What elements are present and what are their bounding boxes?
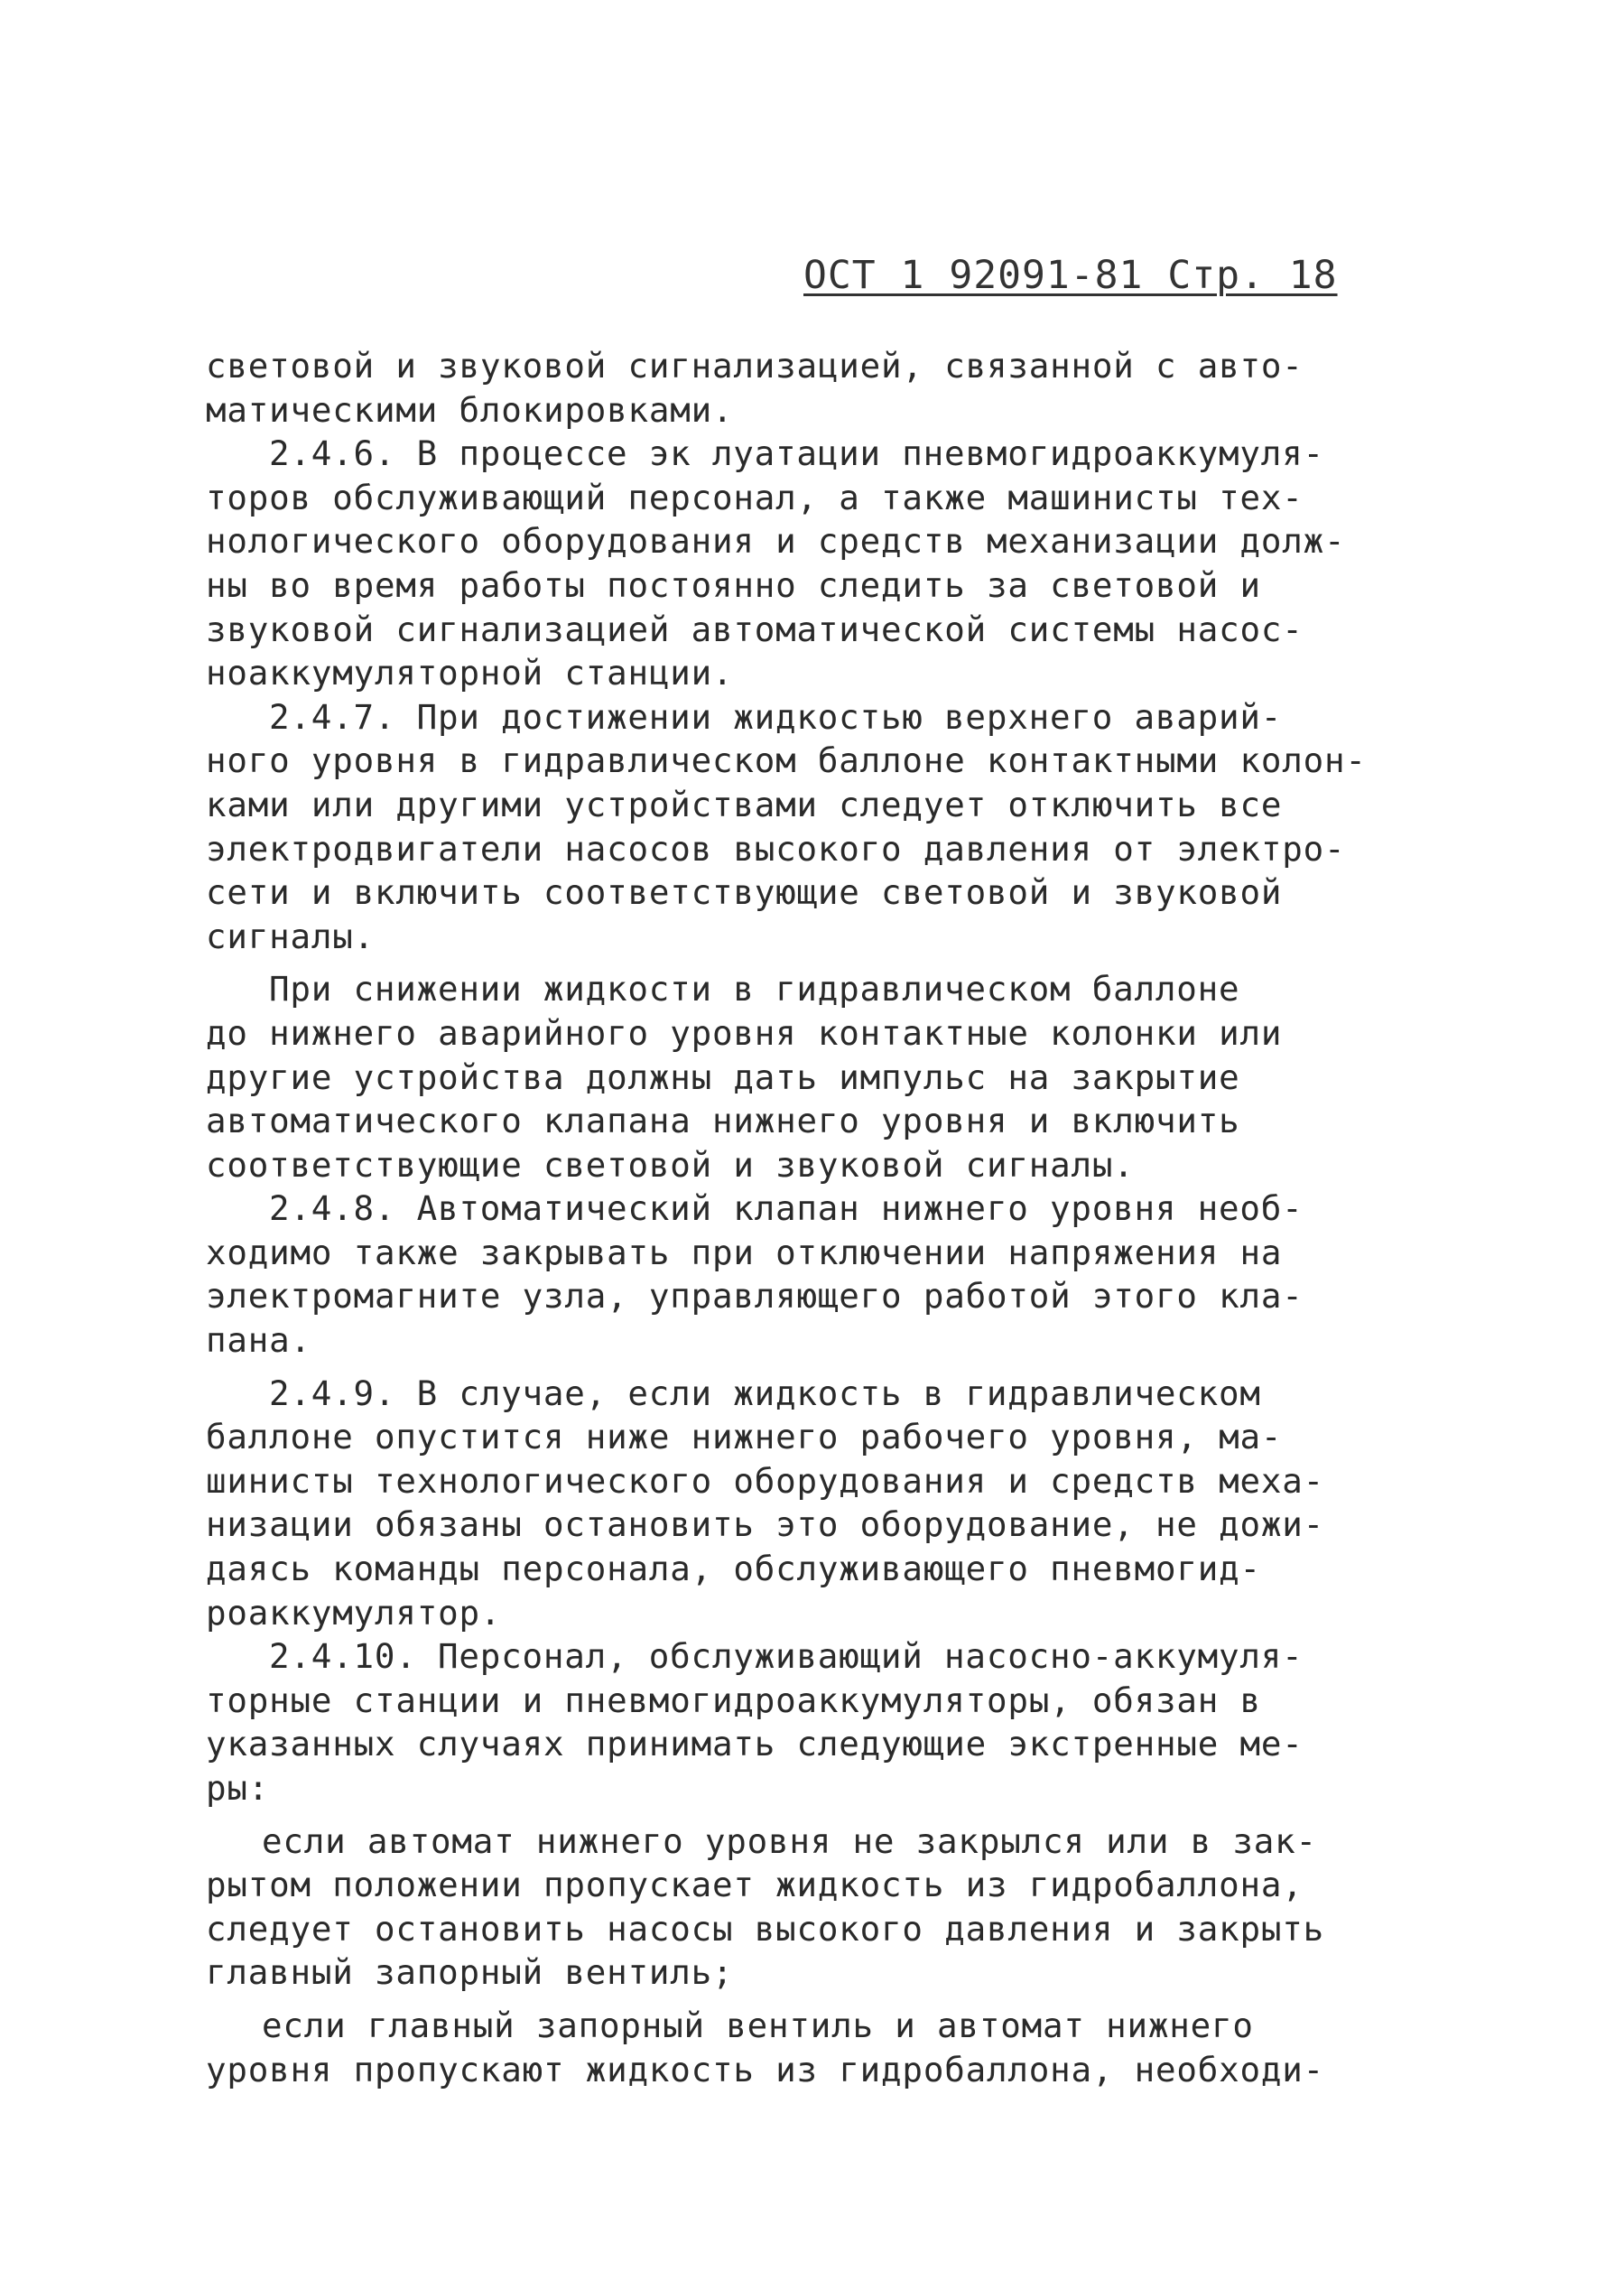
text-line: нологического оборудования и средств механизации долж-	[206, 521, 1346, 562]
document-header: ОСТ 1 92091-81 Стр. 18	[803, 253, 1338, 298]
paragraph-2-4-10: 2.4.10. Персонал, обслуживающий насосно-аккумуля-	[269, 1636, 1304, 1677]
text-line: указанных случаях принимать следующие экстренные ме-	[206, 1724, 1304, 1764]
text-line: звуковой сигнализацией автоматической системы насос-	[206, 609, 1304, 649]
text-line: соответствующие световой и звуковой сигналы.	[206, 1144, 1135, 1185]
text-line: электродвигатели насосов высокого давления от электро-	[206, 828, 1346, 869]
text-line: торные станции и пневмогидроаккумуляторы, обязан в	[206, 1680, 1261, 1720]
paragraph-2-4-8: 2.4.8. Автоматический клапан нижнего уровня необ-	[269, 1188, 1304, 1229]
text-line: автоматического клапана нижнего уровня и включить	[206, 1101, 1240, 1141]
text-line: торов обслуживающий персонал, а также машинисты тех-	[206, 477, 1304, 517]
text-line: до нижнего аварийного уровня контактные колонки или	[206, 1012, 1283, 1053]
list-item-1: если автомат нижнего уровня не закрылся или в зак-	[262, 1820, 1317, 1861]
text-line: уровня пропускают жидкость из гидробаллона, необходи-	[206, 2049, 1324, 2090]
text-line: шинисты технологического оборудования и средств меха-	[206, 1460, 1324, 1501]
text-line: сигналы.	[206, 916, 376, 956]
text-line: ного уровня в гидравлическом баллоне контактными колон-	[206, 740, 1367, 781]
text-line: роаккумулятор.	[206, 1592, 502, 1633]
text-line: ками или другими устройствами следует отключить все	[206, 784, 1283, 824]
text-line: ны во время работы постоянно следить за световой и	[206, 564, 1261, 605]
text-line: главный запорный вентиль;	[206, 1952, 734, 1993]
list-item-2: если главный запорный вентиль и автомат нижнего	[262, 2005, 1254, 2045]
text-line: пана.	[206, 1320, 311, 1361]
text-line: электромагните узла, управляющего работой этого кла-	[206, 1276, 1304, 1317]
document-body	[206, 344, 1397, 2091]
text-line: рытом положении пропускает жидкость из гидробаллона,	[206, 1865, 1304, 1905]
text-line: баллоне опустится ниже нижнего рабочего уровня, ма-	[206, 1417, 1283, 1457]
paragraph-lower-level: При снижении жидкости в гидравлическом баллоне	[269, 969, 1240, 1010]
text-line: матическими блокировками.	[206, 389, 734, 430]
paragraph-2-4-9: 2.4.9. В случае, если жидкость в гидравлическом	[269, 1373, 1261, 1413]
text-line: другие устройства должны дать импульс на закрытие	[206, 1056, 1240, 1097]
text-line: низации обязаны остановить это оборудование, не дожи-	[206, 1504, 1324, 1545]
text-line: ходимо также закрывать при отключении напряжения на	[206, 1232, 1283, 1272]
text-line: следует остановить насосы высокого давления и закрыть	[206, 1908, 1324, 1949]
text-line: ры:	[206, 1768, 270, 1808]
paragraph-2-4-6: 2.4.6. В процессе эк луатации пневмогидроаккумуля-	[269, 433, 1324, 474]
text-line: сети и включить соответствующие световой и звуковой	[206, 872, 1283, 913]
text-line: ноаккумуляторной станции.	[206, 653, 734, 693]
paragraph-2-4-7: 2.4.7. При достижении жидкостью верхнего аварий-	[269, 696, 1283, 737]
text-line: даясь команды персонала, обслуживающего пневмогид-	[206, 1549, 1261, 1589]
text-line: световой и звуковой сигнализацией, связанной с авто-	[206, 346, 1304, 386]
